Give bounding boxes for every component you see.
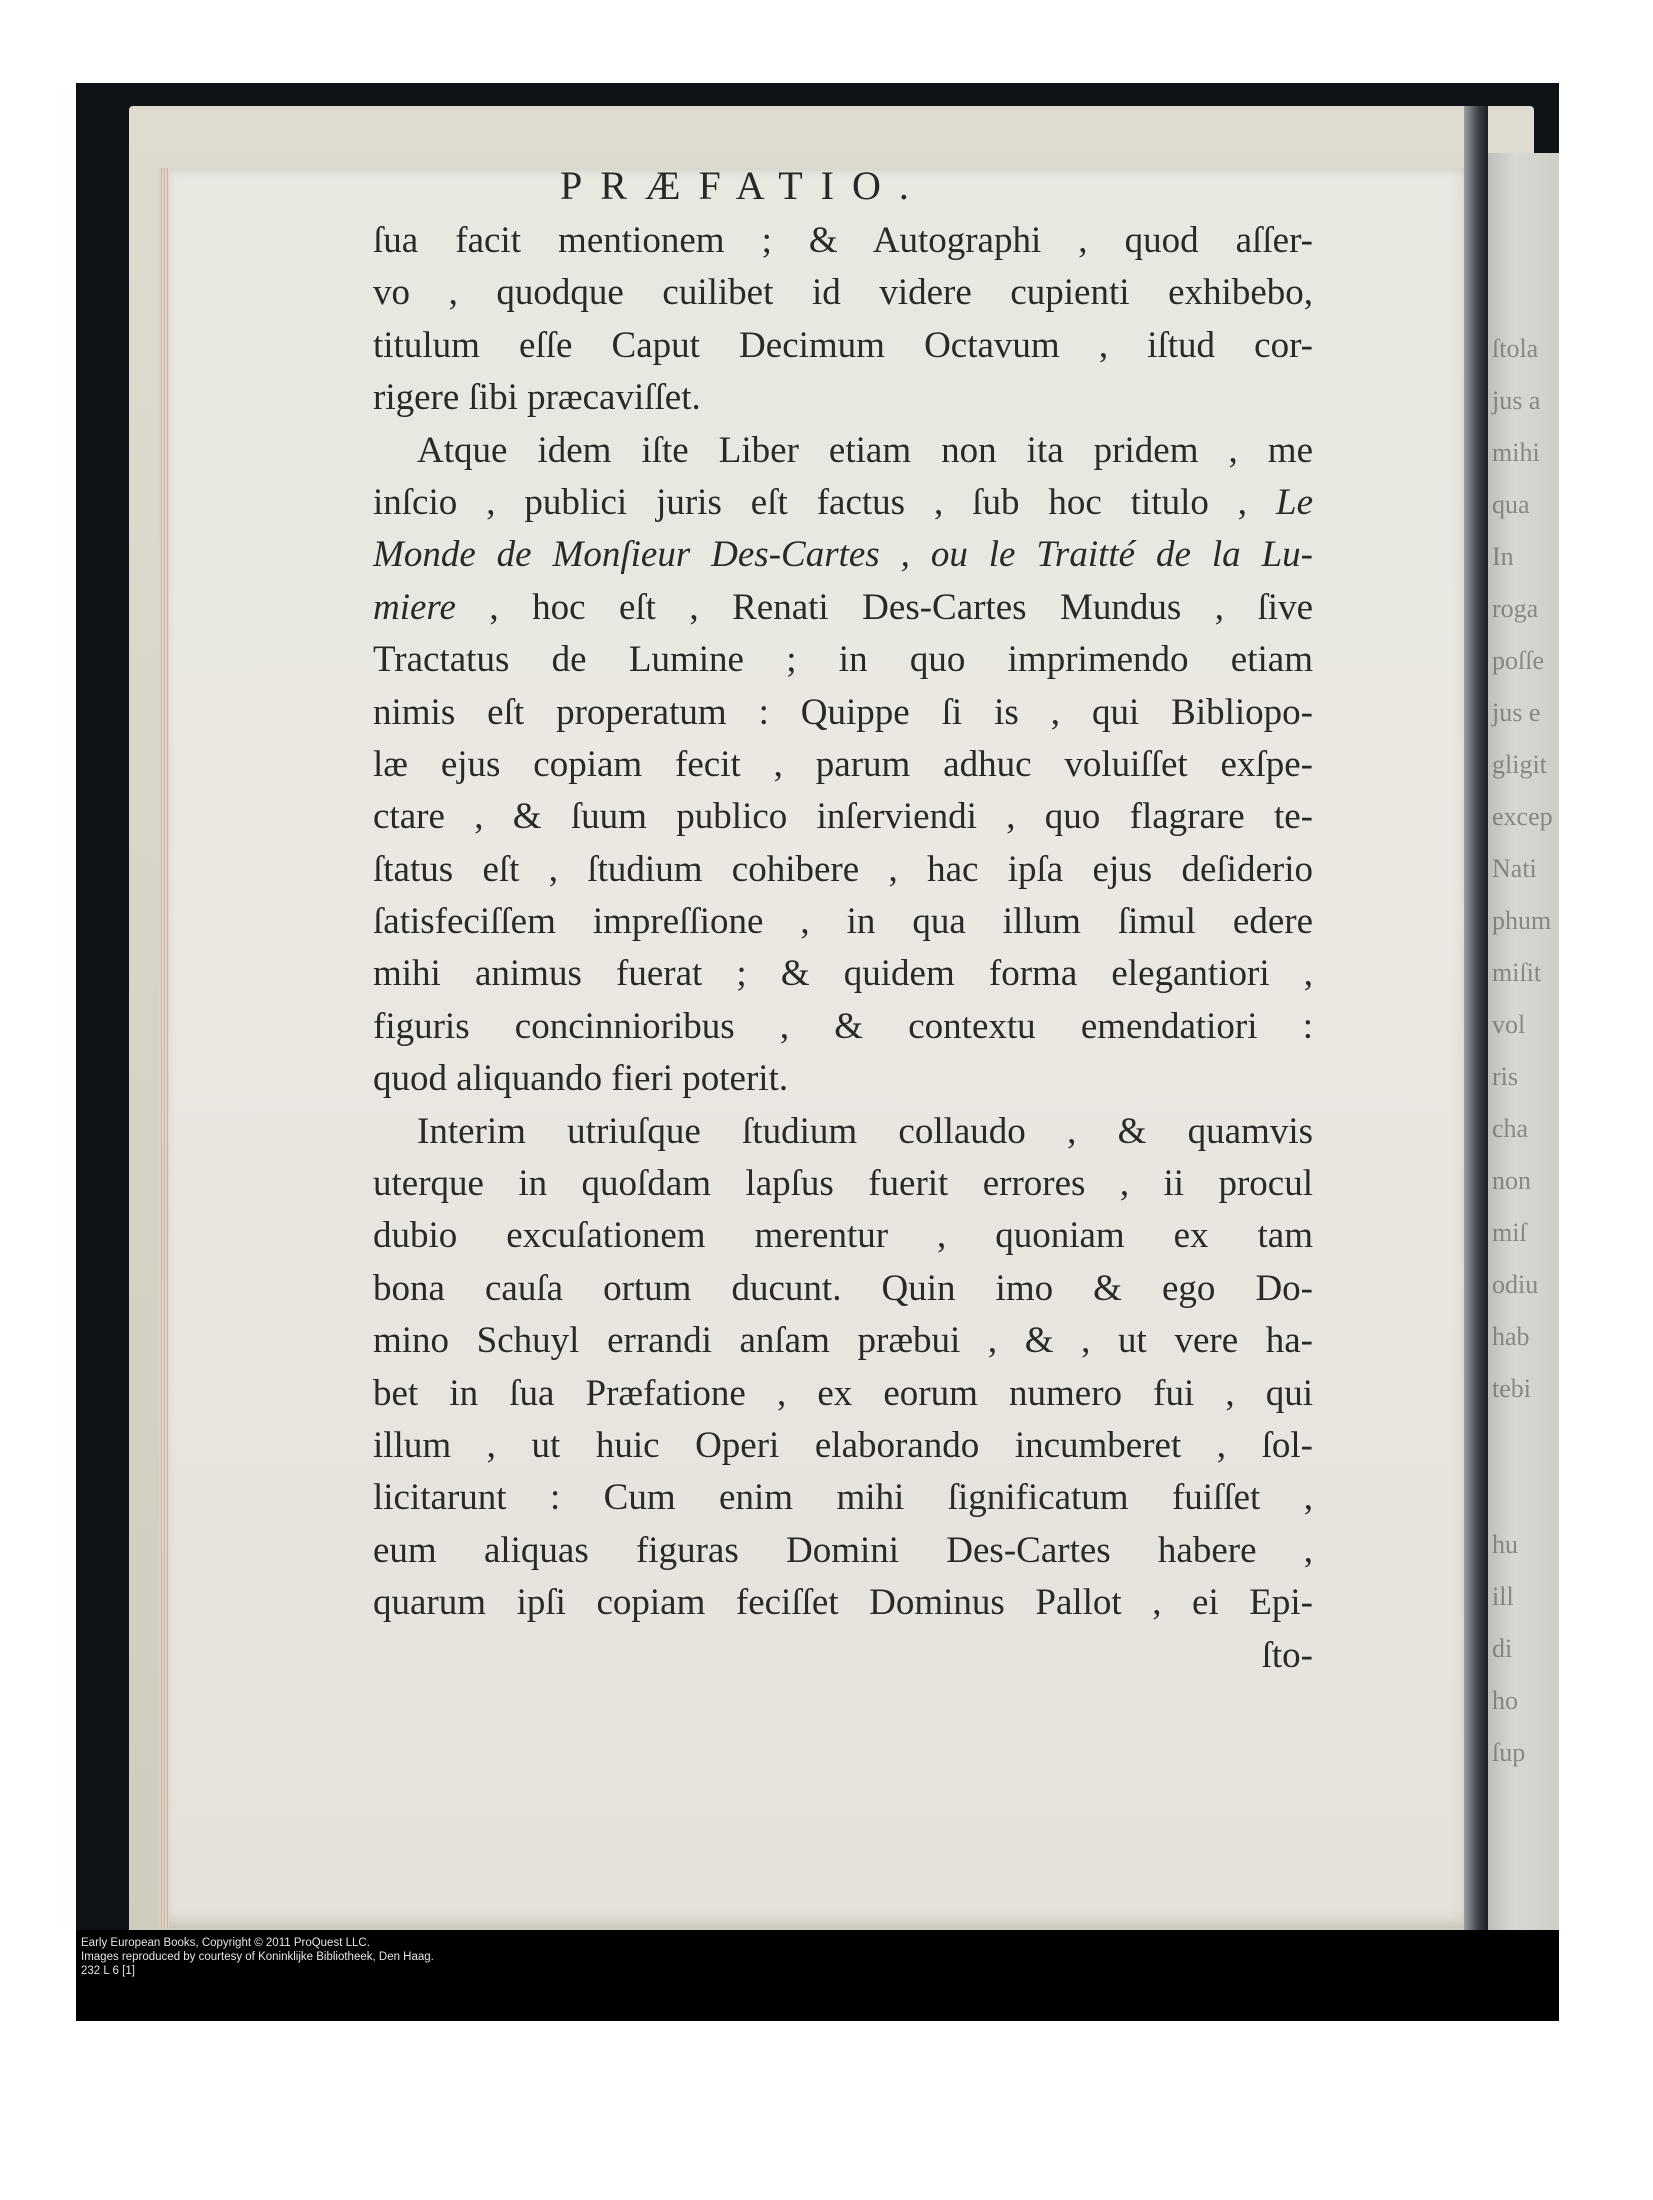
text-line <box>373 1472 1313 1524</box>
text-line <box>373 1263 1313 1315</box>
text-segment: , hoc eſt , Renati Des-Cartes Mundus , ſive <box>455 586 1313 628</box>
text-line <box>373 687 1313 739</box>
text-segment: Tractatus de Lumine ; in quo imprimendo etiam <box>373 639 1313 681</box>
footer-text <box>81 1936 434 1978</box>
text-line <box>373 791 1313 843</box>
text-segment: uterque in quoſdam lapſus fuerit errores , ii procul <box>373 1163 1313 1205</box>
text-segment: bona cauſa ortum ducunt. Quin imo & ego Do- <box>373 1267 1313 1309</box>
running-header: PRÆFATIO. <box>560 163 927 208</box>
text-segment: ſatisfeciſſem impreſſione , in qua illum ſimul edere <box>373 901 1313 943</box>
body-text <box>373 215 1313 1682</box>
text-segment: læ ejus copiam fecit , parum adhuc voluiſſet exſpe- <box>373 743 1313 785</box>
shelfmark-line: 232 L 6 [1] <box>81 1965 135 1977</box>
text-line <box>373 425 1313 477</box>
text-line <box>373 1630 1313 1682</box>
book-spine <box>1464 106 1488 1958</box>
text-line <box>373 1525 1313 1577</box>
text-segment: Atque idem iſte Liber etiam non ita pridem , me <box>417 429 1313 471</box>
text-line <box>373 1368 1313 1420</box>
text-segment: nimis eſt properatum : Quippe ſi is , qui Bibliopo- <box>373 691 1313 733</box>
text-line <box>373 215 1313 267</box>
text-line <box>373 1106 1313 1158</box>
courtesy-line: Images reproduced by courtesy of Koninklijke Bibliotheek, Den Haag. <box>81 1951 434 1963</box>
facing-page-text: ſtola jus a mihi qua In roga poſſe jus e gligit excep Nati phum miſit vol ris cha non miſ odiu hab tebi hu ill di ho ſup <box>1492 334 1553 1767</box>
text-segment: eum aliquas figuras Domini Des-Cartes habere , <box>373 1529 1313 1571</box>
text-segment: ſtatus eſt , ſtudium cohibere , hac ipſa ejus deſiderio <box>373 848 1313 890</box>
text-segment: Interim utriuſque ſtudium collaudo , & quamvis <box>417 1110 1313 1152</box>
footer-bar <box>76 1930 1559 2021</box>
text-line <box>373 1210 1313 1262</box>
text-line <box>373 372 1313 424</box>
text-line <box>373 320 1313 372</box>
text-line <box>373 1053 1313 1105</box>
text-line <box>373 739 1313 791</box>
text-segment: mino Schuyl errandi anſam præbui , & , ut vere ha- <box>373 1320 1313 1362</box>
text-segment: ſto- <box>1261 1634 1313 1676</box>
text-segment: bet in ſua Præfatione , ex eorum numero fui , qui <box>373 1372 1313 1414</box>
text-segment: inſcio , publici juris eſt factus , ſub hoc titulo , <box>373 481 1276 523</box>
page-edges <box>159 168 169 1928</box>
italic-segment: Monde de Monſieur Des-Cartes , ou le Traitté de la Lu- <box>373 534 1313 576</box>
italic-segment: miere <box>373 586 456 628</box>
text-segment: titulum eſſe Caput Decimum Octavum , iſtud cor- <box>373 324 1313 366</box>
text-segment: dubio excuſationem merentur , quoniam ex tam <box>373 1215 1313 1257</box>
text-line <box>373 1577 1313 1629</box>
text-line <box>373 1315 1313 1367</box>
text-line <box>373 529 1313 581</box>
text-segment: rigere ſibi præcaviſſet. <box>373 377 701 419</box>
text-line <box>373 267 1313 319</box>
text-line <box>373 896 1313 948</box>
copyright-line: Early European Books, Copyright © 2011 ProQuest LLC. <box>81 1937 370 1949</box>
text-segment: quod aliquando fieri poterit. <box>373 1058 789 1100</box>
text-segment: figuris concinnioribus , & contextu emendatiori : <box>373 1005 1313 1047</box>
text-line <box>373 634 1313 686</box>
text-line <box>373 844 1313 896</box>
text-line <box>373 477 1313 529</box>
text-line <box>373 582 1313 634</box>
text-segment: vo , quodque cuilibet id videre cupienti exhibebo, <box>373 272 1313 314</box>
text-segment: illum , ut huic Operi elaborando incumberet , ſol- <box>373 1424 1313 1466</box>
text-segment: mihi animus fuerat ; & quidem forma elegantiori , <box>373 953 1313 995</box>
text-segment: ſua facit mentionem ; & Autographi , quod aſſer- <box>373 220 1313 261</box>
text-segment: ctare , & ſuum publico inſerviendi , quo flagrare te- <box>373 796 1313 838</box>
text-segment: licitarunt : Cum enim mihi ſignificatum fuiſſet , <box>373 1477 1313 1519</box>
text-segment: quarum ipſi copiam feciſſet Dominus Pallot , ei Epi- <box>373 1582 1313 1624</box>
italic-segment: Le <box>1276 481 1313 523</box>
text-line <box>373 1420 1313 1472</box>
text-line <box>373 1158 1313 1210</box>
text-line <box>373 948 1313 1000</box>
facing-page <box>1484 153 1559 1933</box>
text-line <box>373 1001 1313 1053</box>
